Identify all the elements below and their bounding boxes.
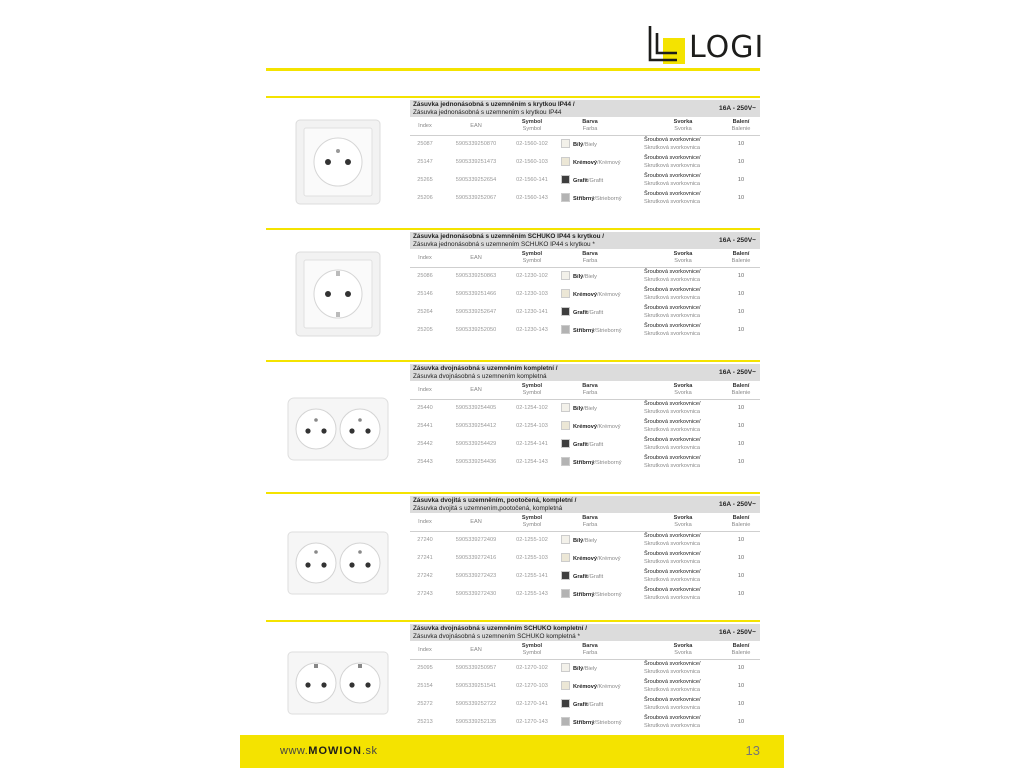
section-divider	[266, 620, 760, 622]
row-pack: 10	[737, 195, 745, 201]
footer-bar	[240, 735, 784, 768]
row-pack: 10	[737, 273, 745, 279]
column-header: Barva Farba	[582, 119, 598, 132]
color-swatch	[561, 289, 570, 298]
row-clamp-cz: Šroubová svorkovnice/	[644, 569, 701, 575]
row-clamp-sk: Skrutková svorkovnica	[644, 181, 700, 187]
color-swatch	[561, 157, 570, 166]
row-pack: 10	[737, 327, 745, 333]
table-row	[410, 418, 760, 435]
row-symbol: 02-1255-102	[516, 537, 548, 543]
row-ean: 5905339272416	[455, 555, 497, 561]
table-row	[410, 400, 760, 417]
row-clamp-cz: Šroubová svorkovnice/	[644, 697, 701, 703]
color-swatch	[561, 535, 570, 544]
row-clamp-cz: Šroubová svorkovnice/	[644, 551, 701, 557]
row-ean: 5905339250957	[455, 665, 497, 671]
logo-mark-icon	[647, 24, 685, 64]
product-title-sk: Zásuvka dvojnásobná s uzemnením kompletná	[413, 373, 547, 380]
row-symbol: 02-1254-141	[516, 441, 548, 447]
row-symbol: 02-1270-102	[516, 665, 548, 671]
column-header: Barva Farba	[582, 383, 598, 396]
row-pack: 10	[737, 141, 745, 147]
row-clamp-cz: Šroubová svorkovnice/	[644, 715, 701, 721]
column-header: Svorka Svorka	[673, 251, 693, 264]
product-header	[410, 624, 760, 641]
table-row	[410, 322, 760, 339]
product-rating: 16A - 250V~	[719, 237, 756, 244]
column-header: Barva Farba	[582, 251, 598, 264]
product-title-cz: Zásuvka jednonásobná s uzemněním s krytkou IP44 /	[413, 101, 575, 108]
row-ean: 5905339252050	[455, 327, 497, 333]
row-clamp-cz: Šroubová svorkovnice/	[644, 401, 701, 407]
row-clamp-sk: Skrutková svorkovnica	[644, 145, 700, 151]
product-title-sk: Zásuvka dvojitá s uzemnením,pootočená, kompletná	[413, 505, 563, 512]
row-clamp-sk: Skrutková svorkovnica	[644, 559, 700, 565]
row-ean: 5905339251466	[455, 291, 497, 297]
row-color: Krémový/Krémový	[573, 160, 621, 166]
column-header: EAN	[470, 647, 482, 653]
row-color: Stříbrný/Strieborný	[573, 460, 622, 466]
column-headers	[410, 118, 760, 136]
row-clamp-cz: Šroubová svorkovnice/	[644, 173, 701, 179]
table-row	[410, 286, 760, 303]
row-pack: 10	[737, 423, 745, 429]
column-header: Balení Balenie	[731, 643, 751, 656]
row-clamp-sk: Skrutková svorkovnica	[644, 723, 700, 729]
row-clamp-sk: Skrutková svorkovnica	[644, 445, 700, 451]
row-clamp-sk: Skrutková svorkovnica	[644, 669, 700, 675]
socket-icon	[282, 244, 394, 348]
product-header	[410, 232, 760, 249]
column-header: EAN	[470, 123, 482, 129]
column-headers	[410, 642, 760, 660]
table-row	[410, 190, 760, 207]
table-row	[410, 154, 760, 171]
row-symbol: 02-1560-143	[516, 195, 548, 201]
section-divider	[266, 228, 760, 230]
row-symbol: 02-1230-102	[516, 273, 548, 279]
table-row	[410, 550, 760, 567]
row-color: Stříbrný/Strieborný	[573, 328, 622, 334]
row-symbol: 02-1230-143	[516, 327, 548, 333]
row-pack: 10	[737, 459, 745, 465]
row-index: 27242	[417, 573, 433, 579]
row-clamp-sk: Skrutková svorkovnica	[644, 313, 700, 319]
table-row	[410, 304, 760, 321]
table-row	[410, 172, 760, 189]
row-clamp-cz: Šroubová svorkovnice/	[644, 155, 701, 161]
row-clamp-cz: Šroubová svorkovnice/	[644, 437, 701, 443]
row-pack: 10	[737, 573, 745, 579]
color-swatch	[561, 403, 570, 412]
logi-logo	[647, 24, 767, 68]
row-clamp-cz: Šroubová svorkovnice/	[644, 661, 701, 667]
color-swatch	[561, 681, 570, 690]
row-pack: 10	[737, 309, 745, 315]
column-header: Svorka Svorka	[673, 515, 693, 528]
column-header: EAN	[470, 387, 482, 393]
column-header: Svorka Svorka	[673, 643, 693, 656]
row-clamp-sk: Skrutková svorkovnica	[644, 687, 700, 693]
row-index: 25087	[417, 141, 433, 147]
table-row	[410, 660, 760, 677]
table-row	[410, 436, 760, 453]
product-title-sk: Zásuvka jednonásobná s uzemnením SCHUKO IP44 s krytkou *	[413, 241, 595, 248]
color-swatch	[561, 571, 570, 580]
row-ean: 5905339254436	[455, 459, 497, 465]
row-clamp-cz: Šroubová svorkovnice/	[644, 305, 701, 311]
color-swatch	[561, 553, 570, 562]
row-symbol: 02-1230-103	[516, 291, 548, 297]
column-header: Index	[418, 387, 432, 393]
row-color: Bílý/Biely	[573, 406, 597, 412]
row-clamp-sk: Skrutková svorkovnica	[644, 199, 700, 205]
row-symbol: 02-1270-143	[516, 719, 548, 725]
row-pack: 10	[737, 719, 745, 725]
row-pack: 10	[737, 177, 745, 183]
row-ean: 5905339250863	[455, 273, 497, 279]
row-index: 25095	[417, 665, 433, 671]
product-rating: 16A - 250V~	[719, 105, 756, 112]
row-clamp-sk: Skrutková svorkovnica	[644, 331, 700, 337]
row-pack: 10	[737, 291, 745, 297]
product-title-cz: Zásuvka jednonásobná s uzemněním SCHUKO IP44 s krytkou /	[413, 233, 605, 240]
product-title-cz: Zásuvka dvojitá s uzemněním, pootočená, kompletní /	[413, 497, 577, 504]
row-clamp-sk: Skrutková svorkovnica	[644, 577, 700, 583]
table-row	[410, 696, 760, 713]
row-ean: 5905339251541	[455, 683, 497, 689]
row-clamp-sk: Skrutková svorkovnica	[644, 595, 700, 601]
row-index: 25154	[417, 683, 433, 689]
row-clamp-cz: Šroubová svorkovnice/	[644, 679, 701, 685]
row-symbol: 02-1270-141	[516, 701, 548, 707]
row-ean: 5905339252722	[455, 701, 497, 707]
table-row	[410, 678, 760, 695]
row-clamp-sk: Skrutková svorkovnica	[644, 163, 700, 169]
row-clamp-sk: Skrutková svorkovnica	[644, 427, 700, 433]
row-pack: 10	[737, 665, 745, 671]
row-clamp-cz: Šroubová svorkovnice/	[644, 137, 701, 143]
row-index: 25205	[417, 327, 433, 333]
column-headers	[410, 382, 760, 400]
row-color: Stříbrný/Strieborný	[573, 196, 622, 202]
column-headers	[410, 514, 760, 532]
row-ean: 5905339251473	[455, 159, 497, 165]
column-header: Balení Balenie	[731, 515, 751, 528]
row-clamp-sk: Skrutková svorkovnica	[644, 409, 700, 415]
column-header: Index	[418, 255, 432, 261]
row-index: 25264	[417, 309, 433, 315]
column-header: Barva Farba	[582, 643, 598, 656]
row-index: 25213	[417, 719, 433, 725]
column-header: EAN	[470, 255, 482, 261]
row-clamp-cz: Šroubová svorkovnice/	[644, 533, 701, 539]
row-symbol: 02-1255-141	[516, 573, 548, 579]
row-clamp-cz: Šroubová svorkovnice/	[644, 287, 701, 293]
column-header: Index	[418, 519, 432, 525]
row-color: Krémový/Krémový	[573, 556, 621, 562]
color-swatch	[561, 325, 570, 334]
product-header	[410, 364, 760, 381]
section-divider	[266, 96, 760, 98]
row-color: Grafit/Grafit	[573, 310, 604, 316]
row-color: Bílý/Biely	[573, 538, 597, 544]
row-ean: 5905339254412	[455, 423, 497, 429]
row-color: Bílý/Biely	[573, 666, 597, 672]
footer-url[interactable]: www.MOWION.sk	[280, 745, 378, 757]
product-photo	[282, 512, 394, 616]
color-swatch	[561, 139, 570, 148]
product-photo	[282, 378, 394, 482]
product-header	[410, 496, 760, 513]
table-row	[410, 714, 760, 731]
row-color: Bílý/Biely	[573, 142, 597, 148]
color-swatch	[561, 271, 570, 280]
column-header: Svorka Svorka	[673, 383, 693, 396]
section-divider	[266, 360, 760, 362]
row-color: Grafit/Grafit	[573, 702, 604, 708]
row-index: 27241	[417, 555, 433, 561]
color-swatch	[561, 175, 570, 184]
color-swatch	[561, 663, 570, 672]
row-symbol: 02-1560-141	[516, 177, 548, 183]
table-row	[410, 268, 760, 285]
table-row	[410, 586, 760, 603]
row-color: Bílý/Biely	[573, 274, 597, 280]
row-clamp-cz: Šroubová svorkovnice/	[644, 587, 701, 593]
product-title-cz: Zásuvka dvojnásobná s uzemněním SCHUKO kompletní /	[413, 625, 588, 632]
row-ean: 5905339272409	[455, 537, 497, 543]
row-index: 25440	[417, 405, 433, 411]
socket-icon	[282, 112, 394, 216]
row-symbol: 02-1254-143	[516, 459, 548, 465]
product-rating: 16A - 250V~	[719, 501, 756, 508]
table-row	[410, 136, 760, 153]
row-symbol: 02-1560-102	[516, 141, 548, 147]
row-pack: 10	[737, 701, 745, 707]
row-ean: 5905339252647	[455, 309, 497, 315]
row-clamp-sk: Skrutková svorkovnica	[644, 463, 700, 469]
row-pack: 10	[737, 537, 745, 543]
row-clamp-cz: Šroubová svorkovnice/	[644, 269, 701, 275]
color-swatch	[561, 589, 570, 598]
row-pack: 10	[737, 405, 745, 411]
row-ean: 5905339252067	[455, 195, 497, 201]
row-index: 27240	[417, 537, 433, 543]
row-index: 25272	[417, 701, 433, 707]
row-symbol: 02-1255-103	[516, 555, 548, 561]
row-pack: 10	[737, 591, 745, 597]
page-number: 13	[745, 743, 760, 758]
row-symbol: 02-1254-103	[516, 423, 548, 429]
section-divider	[266, 492, 760, 494]
table-row	[410, 532, 760, 549]
socket-icon	[282, 632, 394, 736]
column-header: Symbol Symbol	[521, 383, 543, 396]
row-clamp-sk: Skrutková svorkovnica	[644, 295, 700, 301]
row-color: Grafit/Grafit	[573, 442, 604, 448]
row-clamp-cz: Šroubová svorkovnice/	[644, 323, 701, 329]
row-index: 25441	[417, 423, 433, 429]
column-header: Balení Balenie	[731, 251, 751, 264]
color-swatch	[561, 699, 570, 708]
column-header: Symbol Symbol	[521, 119, 543, 132]
column-header: Balení Balenie	[731, 119, 751, 132]
row-ean: 5905339252654	[455, 177, 497, 183]
column-header: Barva Farba	[582, 515, 598, 528]
product-photo	[282, 112, 394, 216]
socket-icon	[282, 512, 394, 616]
product-title-sk: Zásuvka jednonásobná s uzemnením s krytkou IP44	[413, 109, 562, 116]
row-index: 25443	[417, 459, 433, 465]
row-index: 25442	[417, 441, 433, 447]
row-clamp-cz: Šroubová svorkovnice/	[644, 419, 701, 425]
row-color: Krémový/Krémový	[573, 684, 621, 690]
table-row	[410, 568, 760, 585]
row-symbol: 02-1230-141	[516, 309, 548, 315]
row-index: 25265	[417, 177, 433, 183]
column-header: Symbol Symbol	[521, 251, 543, 264]
color-swatch	[561, 307, 570, 316]
socket-icon	[282, 378, 394, 482]
row-symbol: 02-1255-143	[516, 591, 548, 597]
row-ean: 5905339252135	[455, 719, 497, 725]
row-symbol: 02-1560-103	[516, 159, 548, 165]
row-clamp-sk: Skrutková svorkovnica	[644, 277, 700, 283]
row-clamp-cz: Šroubová svorkovnice/	[644, 191, 701, 197]
row-pack: 10	[737, 441, 745, 447]
row-ean: 5905339272430	[455, 591, 497, 597]
row-index: 25206	[417, 195, 433, 201]
row-pack: 10	[737, 159, 745, 165]
table-row	[410, 454, 760, 471]
row-pack: 10	[737, 555, 745, 561]
product-rating: 16A - 250V~	[719, 629, 756, 636]
color-swatch	[561, 457, 570, 466]
column-header: Balení Balenie	[731, 383, 751, 396]
color-swatch	[561, 421, 570, 430]
column-headers	[410, 250, 760, 268]
row-ean: 5905339254429	[455, 441, 497, 447]
column-header: Svorka Svorka	[673, 119, 693, 132]
row-ean: 5905339254405	[455, 405, 497, 411]
product-photo	[282, 632, 394, 736]
row-pack: 10	[737, 683, 745, 689]
product-title-sk: Zásuvka dvojnásobná s uzemnením SCHUKO kompletná *	[413, 633, 580, 640]
product-title-cz: Zásuvka dvojnásobná s uzemněním kompletní /	[413, 365, 558, 372]
row-index: 25086	[417, 273, 433, 279]
row-color: Krémový/Krémový	[573, 424, 621, 430]
row-clamp-sk: Skrutková svorkovnica	[644, 705, 700, 711]
row-ean: 5905339250870	[455, 141, 497, 147]
logo-text: LOGI	[689, 30, 765, 65]
row-index: 25147	[417, 159, 433, 165]
row-symbol: 02-1270-103	[516, 683, 548, 689]
row-clamp-cz: Šroubová svorkovnice/	[644, 455, 701, 461]
row-clamp-sk: Skrutková svorkovnica	[644, 541, 700, 547]
top-divider	[266, 68, 760, 71]
column-header: Index	[418, 647, 432, 653]
row-color: Stříbrný/Strieborný	[573, 592, 622, 598]
color-swatch	[561, 717, 570, 726]
row-color: Grafit/Grafit	[573, 574, 604, 580]
column-header: EAN	[470, 519, 482, 525]
row-color: Grafit/Grafit	[573, 178, 604, 184]
color-swatch	[561, 439, 570, 448]
product-header	[410, 100, 760, 117]
product-rating: 16A - 250V~	[719, 369, 756, 376]
row-color: Stříbrný/Strieborný	[573, 720, 622, 726]
column-header: Index	[418, 123, 432, 129]
row-color: Krémový/Krémový	[573, 292, 621, 298]
product-photo	[282, 244, 394, 348]
row-symbol: 02-1254-102	[516, 405, 548, 411]
column-header: Symbol Symbol	[521, 515, 543, 528]
color-swatch	[561, 193, 570, 202]
row-index: 27243	[417, 591, 433, 597]
column-header: Symbol Symbol	[521, 643, 543, 656]
row-index: 25146	[417, 291, 433, 297]
row-ean: 5905339272423	[455, 573, 497, 579]
